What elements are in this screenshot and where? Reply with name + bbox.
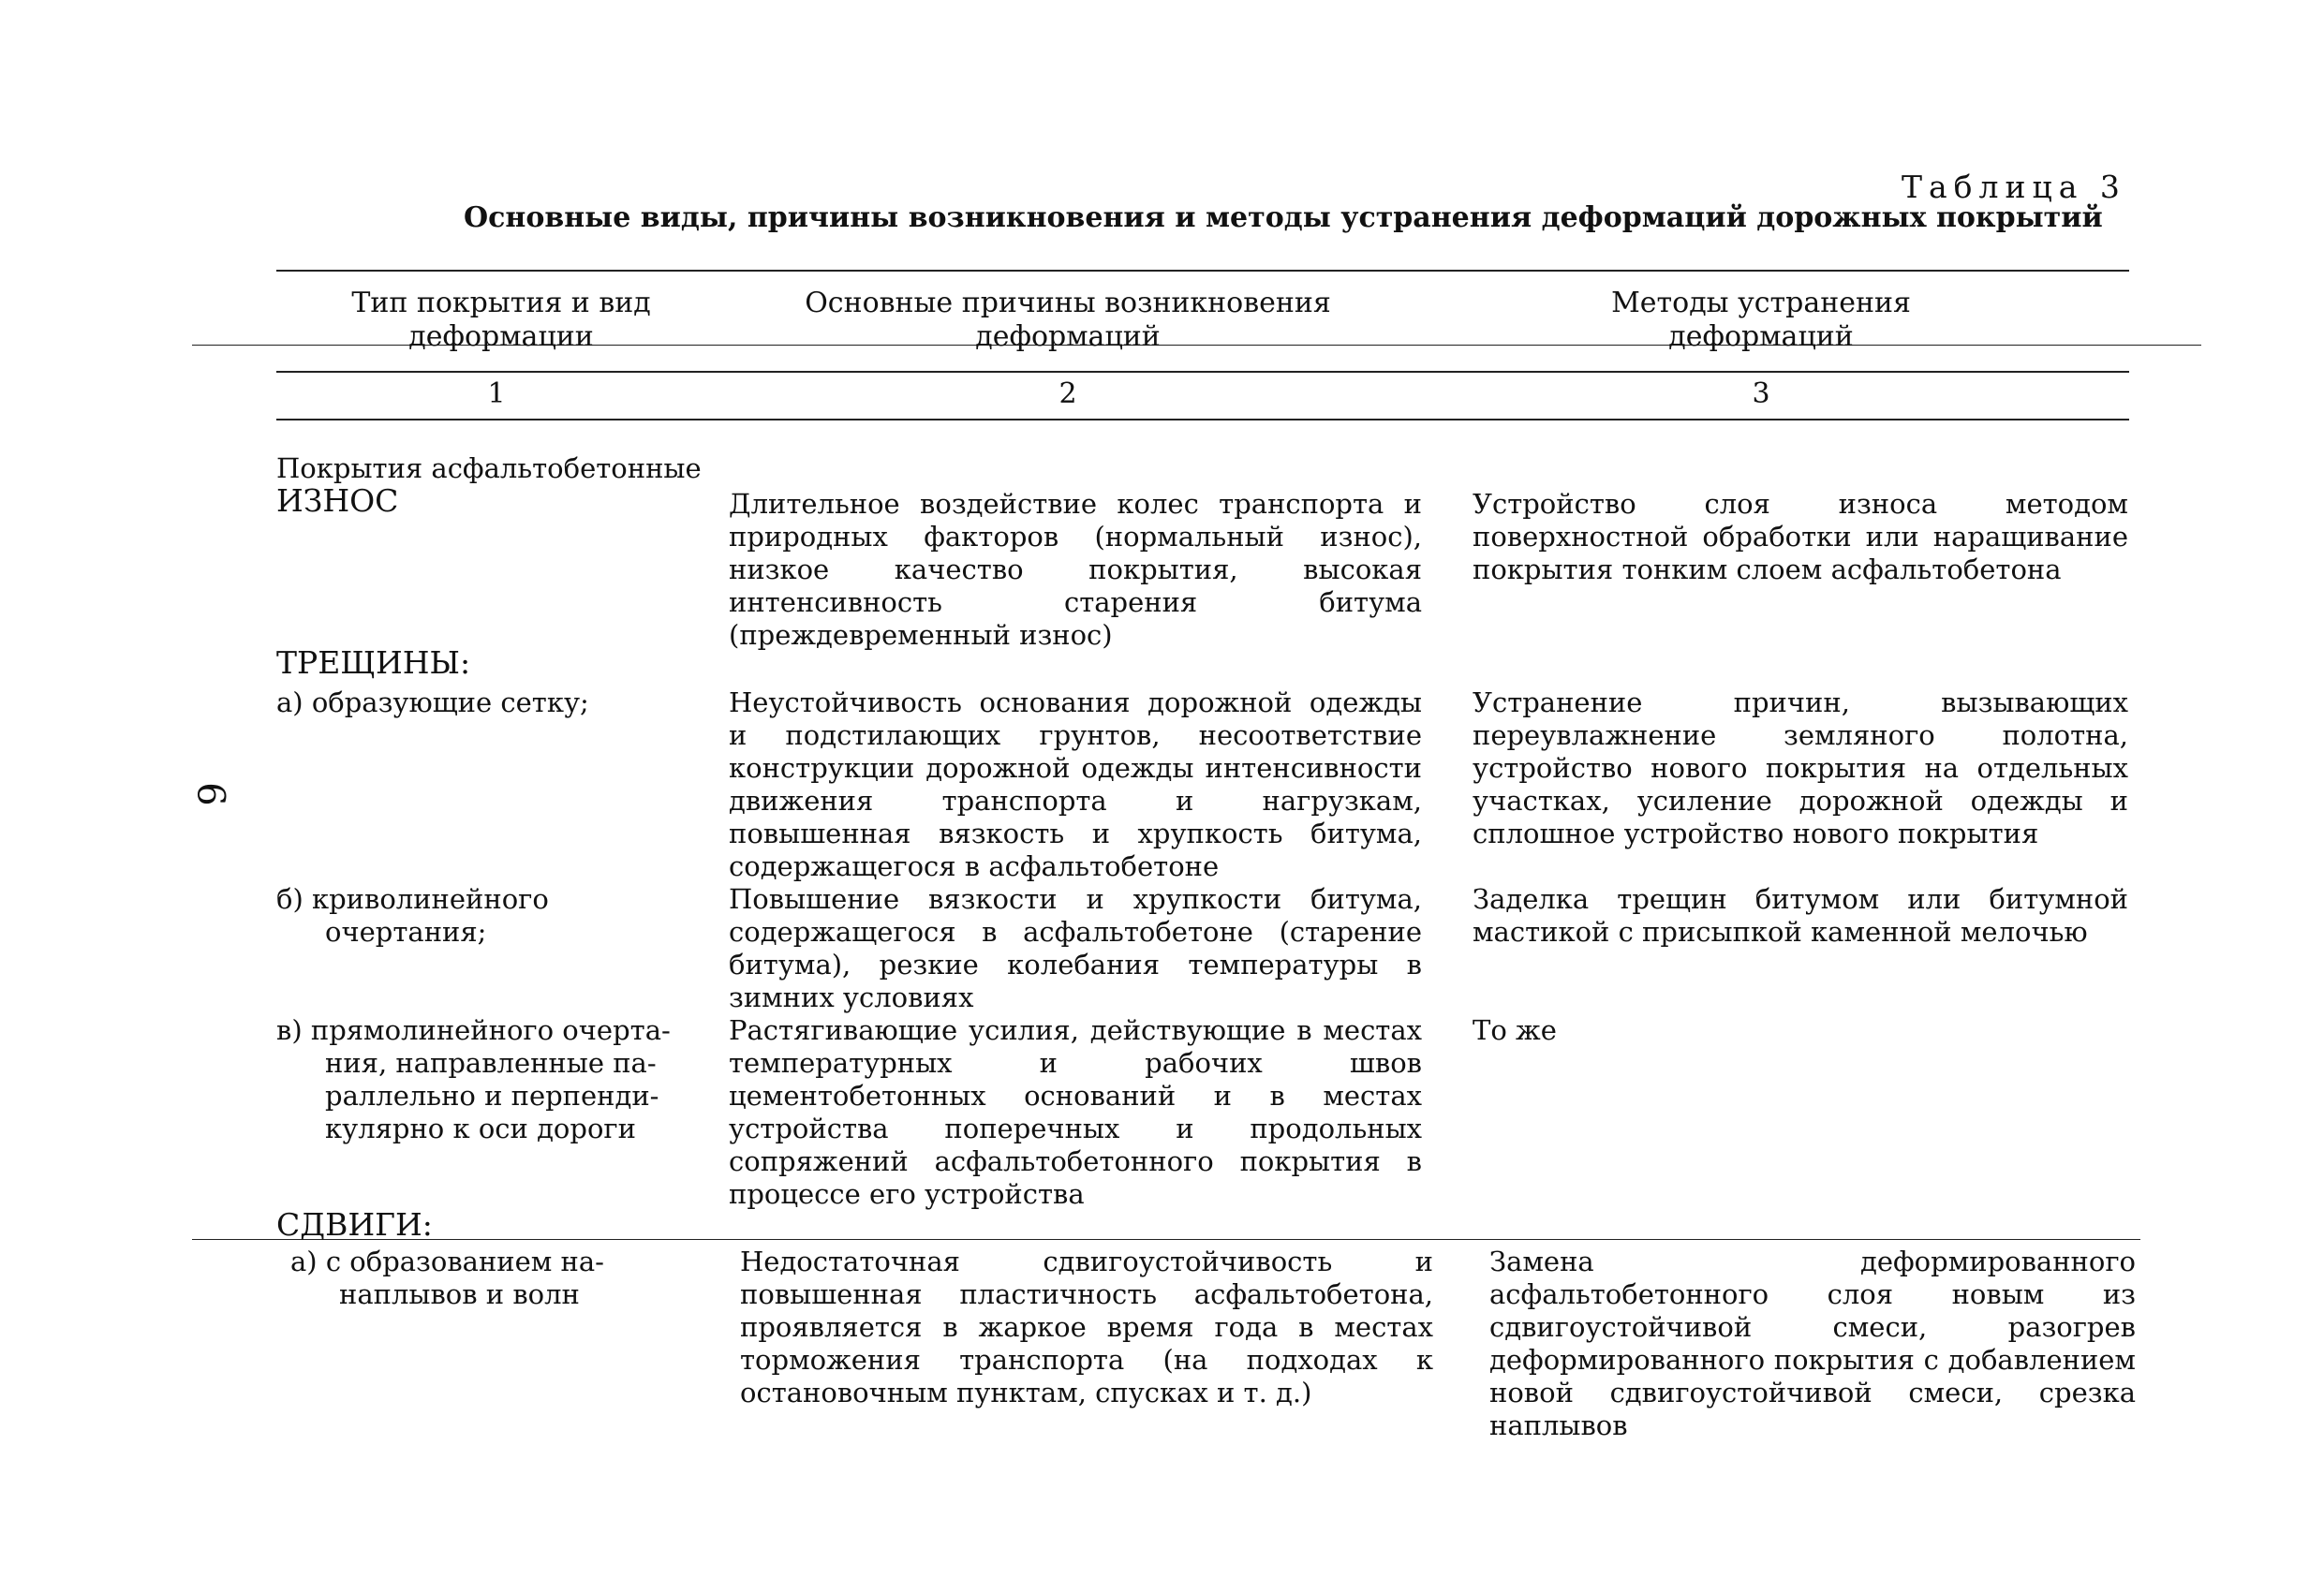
section-asphalt-title: Покрытия асфальтобетонные <box>276 452 702 484</box>
row-cracks-a-type: а) образующие сетку; <box>276 686 589 718</box>
row-iznos-cause: Длительное воздействие колес транспорта и природных факторов (нормальный износ), низкое качество покрытия, высокая интенсивность старения битума (преждевременный износ) <box>729 488 1422 651</box>
row-cracks-b-type-line2: очертания; <box>325 916 487 948</box>
row-iznos-type: ИЗНОС <box>276 482 399 519</box>
row-cracks-b-type <box>276 883 707 949</box>
table-label: Таблица 3 <box>1902 169 2126 205</box>
row-cracks-v-cause: Растягивающие усилия, действующие в местах температурных и рабочих швов цементобетонных оснований и в местах устройства поперечных и продольных сопряжений асфальтобетонного покрытия в процессе его устройства <box>729 1014 1422 1210</box>
row-shifts-a-type <box>290 1246 712 1311</box>
row-cracks-v-type-line3: раллельно и перпенди- <box>325 1080 659 1112</box>
col2-header: Основные причины возникновения деформаций <box>805 287 1331 353</box>
row-shifts-a-type-line1: а) с образованием на- <box>290 1246 604 1277</box>
row-cracks-b-type-line1: б) криволинейного <box>276 883 549 915</box>
header-bottom-rule <box>276 371 2129 373</box>
row-shifts-a-type-line2: наплывов и волн <box>339 1278 580 1310</box>
row-cracks-b-cause: Повышение вязкости и хрупкости битума, содержащегося в асфальтобетоне (старение битума), резкие колебания температуры в зимних условиях <box>729 883 1422 1013</box>
row-cracks-v-type-line4: кулярно к оси дороги <box>325 1113 636 1144</box>
table-top-rule <box>276 270 2129 272</box>
col-number-1: 1 <box>487 377 506 410</box>
row-cracks-b-method: Заделка трещин битумом или битумной мастикой с присыпкой каменной мелочью <box>1473 883 2128 948</box>
row-cracks-v-type-line1: в) прямолинейного очерта- <box>276 1014 671 1046</box>
row-shifts-a-cause: Недостаточная сдвигоустойчивость и повышенная пластичность асфальтобетона, проявляется в жаркое время года в местах торможения транспорта (на подходах к остановочным пунктам, спусках и т. д.) <box>740 1246 1433 1409</box>
row-cracks-a-cause: Неустойчивость основания дорожной одежды и подстилающих грунтов, несоответствие конструкции дорожной одежды интенсивности движения транспорта и нагрузкам, повышенная вязкость и хрупкость битума, содержащегося в асфальтобетоне <box>729 686 1422 882</box>
section-shifts-title: СДВИГИ: <box>276 1206 433 1243</box>
col3-header: Методы устранения деформаций <box>1611 287 1911 353</box>
page-number: 6 <box>188 782 232 806</box>
col-number-3: 3 <box>1752 377 1770 410</box>
col1-header: Тип покрытия и вид деформации <box>351 287 651 353</box>
section-cracks-title: ТРЕЩИНЫ: <box>276 644 471 681</box>
row-cracks-v-type <box>276 1014 707 1145</box>
row-shifts-a-method: Замена деформированного асфальтобетонного слоя новым из сдвигоустойчивой смеси, разогрев деформированного покрытия с добавлением новой сдвигоустойчивой смеси, срезка наплывов <box>1489 1246 2136 1441</box>
col-number-2: 2 <box>1058 377 1077 410</box>
row-cracks-v-type-line2: ния, направленные па- <box>325 1047 657 1079</box>
page-title: Основные виды, причины возникновения и методы устранения деформаций дорожных покрытий <box>464 201 2103 234</box>
row-cracks-v-method: То же <box>1473 1014 1557 1046</box>
row-cracks-a-method: Устранение причин, вызывающих переувлажнение земляного полотна, устройство нового покрытия на отдельных участках, усиление дорожной одежды и сплошное устройство нового покрытия <box>1473 686 2128 849</box>
colnum-bottom-rule <box>276 419 2129 420</box>
row-iznos-method: Устройство слоя износа методом поверхностной обработки или наращивание покрытия тонким слоем асфальтобетона <box>1473 488 2128 585</box>
